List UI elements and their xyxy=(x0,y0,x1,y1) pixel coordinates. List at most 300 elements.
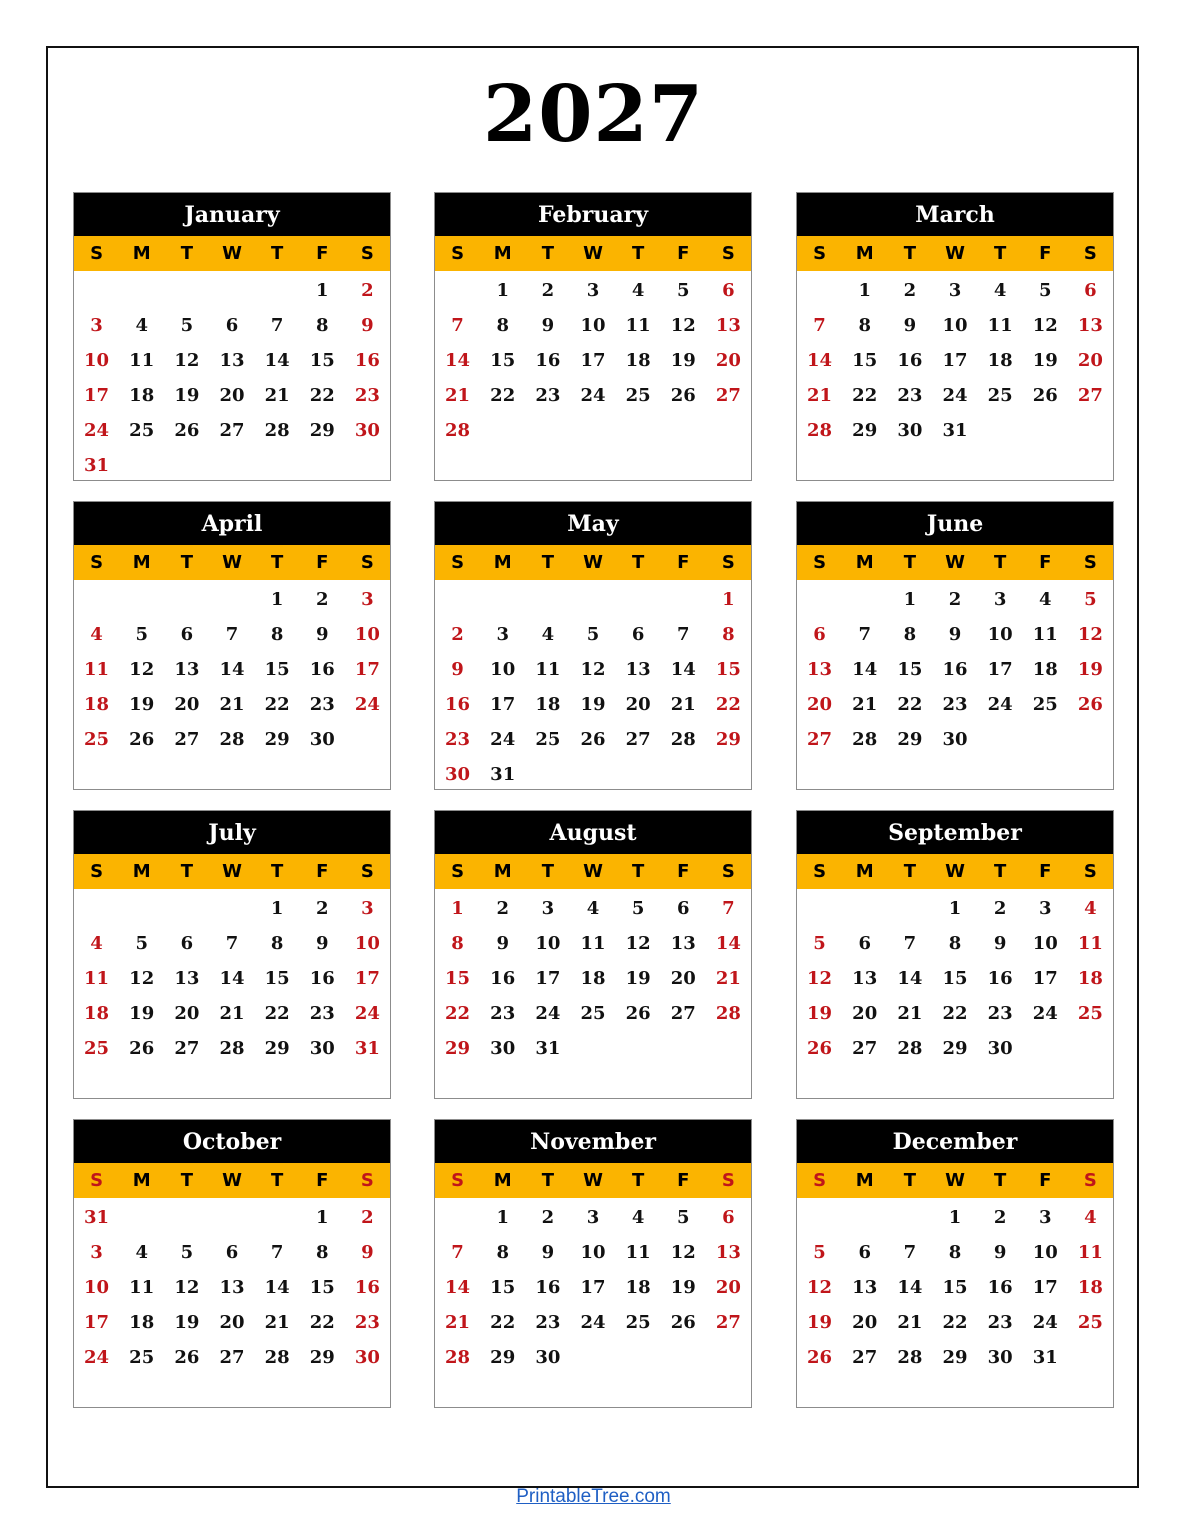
day-cell: 20 xyxy=(807,694,833,715)
day-cell: 12 xyxy=(670,315,696,336)
day-cell xyxy=(435,1200,480,1235)
weekday-label: S xyxy=(813,243,827,264)
weekday-label: T xyxy=(631,1170,645,1191)
day-cell: 2 xyxy=(496,898,509,919)
day-cell: 15 xyxy=(942,968,968,989)
day-cell: 29 xyxy=(942,1347,968,1368)
day-cell: 26 xyxy=(1032,385,1058,406)
day-cell: 20 xyxy=(852,1003,878,1024)
weekday-label: W xyxy=(945,243,965,264)
day-cell xyxy=(978,722,1023,757)
day-cell: 6 xyxy=(225,315,239,336)
day-cell: 4 xyxy=(631,280,645,301)
day-cell: 11 xyxy=(535,659,561,680)
day-cell: 1 xyxy=(496,280,509,301)
day-cell xyxy=(842,582,887,617)
day-cell: 21 xyxy=(264,1312,290,1333)
day-cell: 29 xyxy=(490,1347,516,1368)
day-cell: 30 xyxy=(535,1347,561,1368)
day-cell: 2 xyxy=(541,280,555,301)
day-cell: 3 xyxy=(90,315,103,336)
weekday-label: W xyxy=(222,243,242,264)
day-cell: 25 xyxy=(129,1347,155,1368)
weekday-header-row xyxy=(435,545,751,580)
weekday-label: S xyxy=(1083,243,1097,264)
day-cell: 30 xyxy=(309,729,335,750)
weekday-header-row xyxy=(435,854,751,889)
weekday-label: F xyxy=(316,861,329,882)
month-august xyxy=(434,810,752,1099)
weekday-label: S xyxy=(721,552,735,573)
day-cell: 5 xyxy=(631,898,645,919)
day-cell: 27 xyxy=(670,1003,696,1024)
day-cell: 13 xyxy=(807,659,833,680)
day-cell: 21 xyxy=(670,694,696,715)
day-cell: 18 xyxy=(535,694,561,715)
day-grid xyxy=(74,1198,390,1375)
day-cell xyxy=(345,722,390,757)
weekday-label: T xyxy=(541,552,554,573)
day-cell: 1 xyxy=(496,1207,509,1228)
day-cell: 8 xyxy=(496,315,509,336)
month-name: January xyxy=(74,193,390,236)
weekday-label: S xyxy=(360,1170,374,1191)
day-cell: 21 xyxy=(445,1312,471,1333)
day-grid xyxy=(74,580,390,757)
weekday-label: F xyxy=(1039,1170,1052,1191)
day-cell: 5 xyxy=(677,280,690,301)
day-cell: 17 xyxy=(490,694,516,715)
day-cell: 27 xyxy=(1077,385,1103,406)
day-cell: 19 xyxy=(670,350,696,371)
day-cell: 10 xyxy=(535,933,561,954)
day-grid xyxy=(797,271,1113,448)
day-cell xyxy=(345,448,390,483)
footer-link[interactable]: PrintableTree.com xyxy=(516,1486,671,1507)
weekday-label: T xyxy=(903,552,916,573)
day-cell: 29 xyxy=(852,420,878,441)
day-cell xyxy=(164,448,209,483)
month-march xyxy=(796,192,1114,481)
month-february xyxy=(434,192,752,481)
day-cell xyxy=(661,757,706,792)
day-cell: 12 xyxy=(1032,315,1058,336)
day-cell: 19 xyxy=(1032,350,1058,371)
weekday-header-row xyxy=(797,854,1113,889)
day-cell: 30 xyxy=(445,764,471,785)
day-cell xyxy=(164,891,209,926)
day-cell: 4 xyxy=(1084,1207,1097,1228)
weekday-label: W xyxy=(222,861,242,882)
weekday-label: S xyxy=(90,243,104,264)
day-cell: 24 xyxy=(1032,1003,1058,1024)
day-cell xyxy=(616,757,661,792)
day-cell: 11 xyxy=(129,350,155,371)
day-cell: 24 xyxy=(535,1003,561,1024)
day-cell: 31 xyxy=(84,455,110,476)
weekday-label: M xyxy=(855,861,874,882)
weekday-label: M xyxy=(132,1170,151,1191)
month-december xyxy=(796,1119,1114,1408)
day-cell: 9 xyxy=(496,933,509,954)
day-cell xyxy=(661,1340,706,1375)
month-april xyxy=(73,501,391,790)
day-cell: 22 xyxy=(897,694,923,715)
day-cell: 20 xyxy=(625,694,651,715)
day-cell: 18 xyxy=(84,694,110,715)
day-cell: 25 xyxy=(84,729,110,750)
weekday-label: T xyxy=(270,1170,284,1191)
day-cell: 3 xyxy=(361,589,374,610)
day-cell: 1 xyxy=(722,589,735,610)
weekday-label: F xyxy=(677,243,690,264)
day-cell: 15 xyxy=(264,968,290,989)
day-cell: 8 xyxy=(948,933,962,954)
day-cell: 27 xyxy=(715,1312,741,1333)
weekday-label: F xyxy=(677,861,690,882)
day-cell: 22 xyxy=(490,385,516,406)
day-cell: 3 xyxy=(90,1242,103,1263)
weekday-label: S xyxy=(1083,861,1097,882)
weekday-label: T xyxy=(903,243,916,264)
weekday-label: T xyxy=(993,861,1007,882)
weekday-label: M xyxy=(132,243,151,264)
day-cell: 2 xyxy=(316,589,329,610)
day-cell: 23 xyxy=(354,385,380,406)
day-cell: 25 xyxy=(1077,1312,1103,1333)
day-cell: 18 xyxy=(1077,968,1103,989)
weekday-label: F xyxy=(316,552,329,573)
day-cell: 3 xyxy=(496,624,509,645)
day-cell: 24 xyxy=(987,694,1013,715)
day-cell: 27 xyxy=(174,729,200,750)
day-cell: 9 xyxy=(903,315,917,336)
day-cell xyxy=(525,413,570,448)
day-cell: 25 xyxy=(987,385,1013,406)
day-cell: 6 xyxy=(722,280,735,301)
day-cell xyxy=(706,1031,751,1066)
day-cell xyxy=(570,413,615,448)
weekday-label: T xyxy=(180,243,193,264)
day-cell: 22 xyxy=(445,1003,471,1024)
day-cell: 5 xyxy=(180,1242,194,1263)
day-cell xyxy=(119,582,164,617)
day-cell: 2 xyxy=(316,898,329,919)
day-cell xyxy=(706,757,751,792)
day-grid xyxy=(797,1198,1113,1375)
day-cell: 8 xyxy=(270,624,284,645)
day-cell: 27 xyxy=(807,729,833,750)
day-cell xyxy=(570,757,615,792)
weekday-header-row xyxy=(74,236,390,271)
day-cell: 12 xyxy=(807,968,833,989)
day-cell: 20 xyxy=(852,1312,878,1333)
day-cell: 16 xyxy=(987,1277,1013,1298)
day-cell: 15 xyxy=(445,968,471,989)
day-cell: 8 xyxy=(496,1242,509,1263)
weekday-label: S xyxy=(813,552,827,573)
day-cell: 21 xyxy=(897,1003,923,1024)
day-cell xyxy=(1068,722,1113,757)
day-cell: 3 xyxy=(948,280,962,301)
day-cell: 23 xyxy=(942,694,968,715)
weekday-header-row xyxy=(74,545,390,580)
weekday-label: S xyxy=(90,552,104,573)
day-cell: 2 xyxy=(903,280,917,301)
weekday-label: M xyxy=(493,552,512,573)
weekday-label: T xyxy=(270,861,284,882)
day-cell: 3 xyxy=(586,280,600,301)
day-cell: 21 xyxy=(715,968,741,989)
day-cell: 3 xyxy=(361,898,374,919)
day-cell: 10 xyxy=(84,1277,110,1298)
day-cell: 5 xyxy=(135,933,148,954)
day-cell: 19 xyxy=(807,1003,833,1024)
day-cell: 21 xyxy=(852,694,878,715)
day-cell: 1 xyxy=(316,280,329,301)
day-cell: 13 xyxy=(1077,315,1103,336)
day-cell: 2 xyxy=(541,1207,555,1228)
day-cell: 12 xyxy=(670,1242,696,1263)
day-cell: 27 xyxy=(625,729,651,750)
day-cell: 25 xyxy=(535,729,561,750)
weekday-label: T xyxy=(993,1170,1007,1191)
day-cell: 11 xyxy=(84,659,110,680)
day-cell: 5 xyxy=(677,1207,690,1228)
day-cell: 10 xyxy=(1032,1242,1058,1263)
month-name: July xyxy=(74,811,390,854)
day-cell: 26 xyxy=(1077,694,1103,715)
day-cell: 3 xyxy=(586,1207,600,1228)
day-cell: 26 xyxy=(807,1347,833,1368)
day-cell: 28 xyxy=(807,420,833,441)
weekday-label: T xyxy=(631,861,645,882)
day-cell: 31 xyxy=(354,1038,380,1059)
weekday-label: S xyxy=(360,552,374,573)
day-cell xyxy=(797,1200,842,1235)
weekday-label: W xyxy=(222,552,242,573)
day-cell: 9 xyxy=(993,1242,1007,1263)
day-cell: 13 xyxy=(715,1242,741,1263)
weekday-label: F xyxy=(316,1170,329,1191)
day-cell: 14 xyxy=(852,659,878,680)
day-cell: 13 xyxy=(852,968,878,989)
day-cell: 19 xyxy=(670,1277,696,1298)
weekday-label: W xyxy=(945,861,965,882)
day-cell: 12 xyxy=(807,1277,833,1298)
weekday-label: F xyxy=(1039,243,1052,264)
month-name: September xyxy=(797,811,1113,854)
day-cell: 9 xyxy=(993,933,1007,954)
day-cell: 29 xyxy=(715,729,741,750)
weekday-label: M xyxy=(493,861,512,882)
day-cell: 13 xyxy=(715,315,741,336)
weekday-label: S xyxy=(451,552,465,573)
weekday-header-row xyxy=(74,854,390,889)
day-cell: 8 xyxy=(316,315,329,336)
day-cell: 3 xyxy=(993,589,1007,610)
day-cell: 11 xyxy=(1077,933,1103,954)
day-cell xyxy=(209,448,254,483)
day-cell: 4 xyxy=(1039,589,1052,610)
day-cell: 2 xyxy=(361,280,374,301)
day-cell: 24 xyxy=(84,1347,110,1368)
day-cell: 18 xyxy=(580,968,606,989)
weekday-label: T xyxy=(903,1170,916,1191)
weekday-header-row xyxy=(797,1163,1113,1198)
day-cell xyxy=(300,448,345,483)
day-cell: 27 xyxy=(852,1038,878,1059)
day-cell: 28 xyxy=(219,1038,245,1059)
weekday-label: S xyxy=(721,861,735,882)
day-cell: 20 xyxy=(715,1277,741,1298)
day-cell: 14 xyxy=(897,1277,923,1298)
day-cell xyxy=(119,273,164,308)
weekday-label: S xyxy=(813,861,827,882)
day-cell: 13 xyxy=(670,933,696,954)
day-cell: 1 xyxy=(270,898,284,919)
day-cell: 12 xyxy=(129,968,155,989)
day-cell: 11 xyxy=(580,933,606,954)
day-cell: 5 xyxy=(135,624,148,645)
day-cell: 27 xyxy=(852,1347,878,1368)
day-cell: 6 xyxy=(722,1207,735,1228)
day-cell: 5 xyxy=(813,933,826,954)
day-cell: 31 xyxy=(490,764,516,785)
day-cell: 13 xyxy=(174,659,200,680)
day-cell: 14 xyxy=(264,1277,290,1298)
day-cell: 30 xyxy=(942,729,968,750)
day-cell xyxy=(570,582,615,617)
day-cell: 14 xyxy=(445,1277,471,1298)
day-cell: 16 xyxy=(987,968,1013,989)
day-cell xyxy=(209,1200,254,1235)
day-cell: 21 xyxy=(897,1312,923,1333)
day-cell: 28 xyxy=(897,1347,923,1368)
day-cell: 11 xyxy=(1077,1242,1103,1263)
weekday-label: T xyxy=(541,861,554,882)
day-cell: 6 xyxy=(858,933,871,954)
day-cell: 28 xyxy=(445,1347,471,1368)
day-cell: 17 xyxy=(1032,1277,1058,1298)
day-cell: 11 xyxy=(625,315,651,336)
day-cell: 5 xyxy=(586,624,600,645)
day-grid xyxy=(74,271,390,483)
day-cell: 22 xyxy=(309,385,335,406)
day-cell: 4 xyxy=(541,624,555,645)
day-cell: 2 xyxy=(451,624,464,645)
day-cell: 23 xyxy=(535,385,561,406)
day-cell: 3 xyxy=(1039,898,1052,919)
day-cell xyxy=(255,448,300,483)
day-cell: 26 xyxy=(174,420,200,441)
day-cell: 7 xyxy=(677,624,690,645)
weekday-label: S xyxy=(813,1170,827,1191)
day-cell xyxy=(1023,1031,1068,1066)
weekday-label: S xyxy=(451,243,465,264)
day-cell: 4 xyxy=(586,898,600,919)
day-cell: 28 xyxy=(715,1003,741,1024)
weekday-label: T xyxy=(270,552,284,573)
day-cell xyxy=(616,1340,661,1375)
day-cell: 17 xyxy=(987,659,1013,680)
day-cell: 1 xyxy=(270,589,284,610)
day-cell xyxy=(119,1200,164,1235)
month-june xyxy=(796,501,1114,790)
day-cell: 28 xyxy=(264,420,290,441)
day-grid xyxy=(435,889,751,1066)
day-cell: 25 xyxy=(129,420,155,441)
day-cell: 22 xyxy=(264,1003,290,1024)
day-cell: 19 xyxy=(1077,659,1103,680)
day-cell: 12 xyxy=(129,659,155,680)
day-cell: 16 xyxy=(309,968,335,989)
month-october xyxy=(73,1119,391,1408)
day-cell: 15 xyxy=(942,1277,968,1298)
day-cell: 28 xyxy=(897,1038,923,1059)
day-grid xyxy=(435,1198,751,1375)
day-cell: 8 xyxy=(722,624,735,645)
day-cell: 14 xyxy=(715,933,741,954)
day-grid xyxy=(435,271,751,448)
day-cell: 6 xyxy=(1084,280,1097,301)
day-cell: 20 xyxy=(219,385,245,406)
weekday-label: T xyxy=(993,243,1007,264)
day-cell: 2 xyxy=(948,589,962,610)
day-cell xyxy=(797,582,842,617)
day-cell: 8 xyxy=(858,315,871,336)
month-name: November xyxy=(435,1120,751,1163)
day-cell: 3 xyxy=(1039,1207,1052,1228)
month-september xyxy=(796,810,1114,1099)
day-cell: 7 xyxy=(225,624,239,645)
weekday-label: T xyxy=(631,552,645,573)
day-cell: 26 xyxy=(807,1038,833,1059)
day-cell: 9 xyxy=(361,1242,374,1263)
day-cell: 23 xyxy=(445,729,471,750)
day-cell: 6 xyxy=(813,624,826,645)
day-cell: 17 xyxy=(535,968,561,989)
day-cell: 19 xyxy=(807,1312,833,1333)
day-cell: 16 xyxy=(897,350,923,371)
weekday-label: M xyxy=(855,552,874,573)
day-cell: 10 xyxy=(354,933,380,954)
day-cell: 6 xyxy=(858,1242,871,1263)
month-name: October xyxy=(74,1120,390,1163)
day-cell: 15 xyxy=(897,659,923,680)
day-cell: 17 xyxy=(84,1312,110,1333)
weekday-label: T xyxy=(180,1170,193,1191)
day-cell: 29 xyxy=(445,1038,471,1059)
day-cell xyxy=(525,582,570,617)
weekday-label: S xyxy=(1083,552,1097,573)
day-cell: 5 xyxy=(180,315,194,336)
day-cell: 8 xyxy=(903,624,917,645)
day-cell: 24 xyxy=(942,385,968,406)
weekday-label: M xyxy=(493,1170,512,1191)
day-cell: 30 xyxy=(354,1347,380,1368)
day-cell: 21 xyxy=(445,385,471,406)
day-cell: 16 xyxy=(309,659,335,680)
day-cell: 4 xyxy=(135,315,148,336)
day-cell: 17 xyxy=(1032,968,1058,989)
day-cell xyxy=(209,582,254,617)
day-cell: 30 xyxy=(897,420,923,441)
day-cell: 14 xyxy=(219,659,245,680)
day-cell: 8 xyxy=(270,933,284,954)
day-cell: 4 xyxy=(1084,898,1097,919)
day-cell: 26 xyxy=(129,1038,155,1059)
